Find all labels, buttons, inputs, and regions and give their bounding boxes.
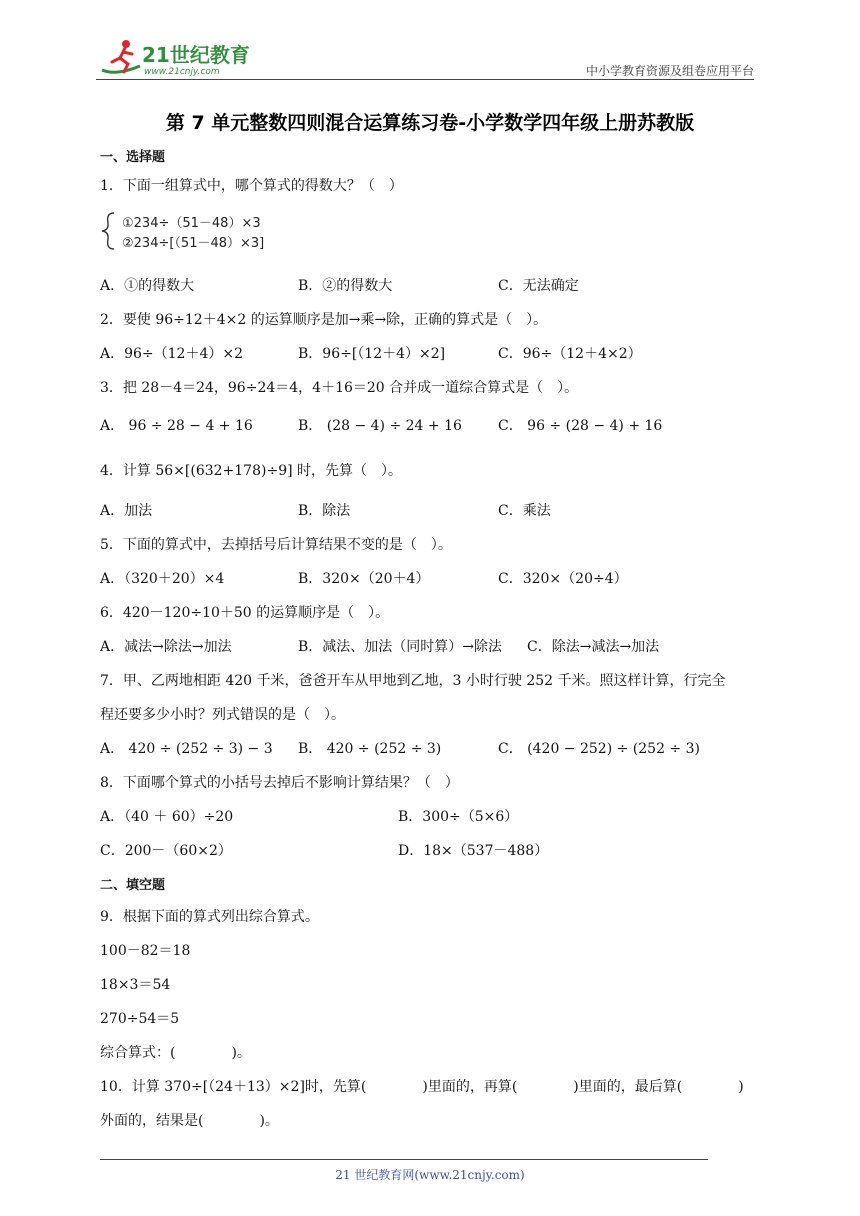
question-8-option-c: C．200－（60×2） xyxy=(100,843,232,859)
question-7-stem-line-1: 7．甲、乙两地相距 420 千米，爸爸开车从甲地到乙地，3 小时行驶 252 千米。照这样计算，行完全 xyxy=(100,673,726,689)
question-6-stem: 6．420－120÷10＋50 的运算顺序是（ ）。 xyxy=(100,605,390,621)
question-7-option-a: A． 420 ÷ (252 ÷ 3) − 3 xyxy=(100,741,273,757)
question-9-answer-blank: 综合算式：( )。 xyxy=(100,1045,251,1061)
section-heading-fill: 二、填空题 xyxy=(100,878,166,893)
question-10-line-1: 10．计算 370÷[（24＋13）×2]时，先算( )里面的，再算( )里面的，最后算( ) xyxy=(100,1079,744,1095)
question-9-stem: 9．根据下面的算式列出综合算式。 xyxy=(100,909,319,925)
question-4-stem: 4．计算 56×[(632+178)÷9] 时，先算（ ）。 xyxy=(100,463,403,479)
question-9-equation-2: 18×3＝54 xyxy=(100,977,171,993)
question-1-stem: 1．下面一组算式中，哪个算式的得数大？（ ） xyxy=(100,178,403,194)
question-5-option-a: A．（320＋20）×4 xyxy=(100,571,225,587)
left-brace-icon xyxy=(100,211,120,251)
question-8-option-b: B．300÷（5×6） xyxy=(398,809,519,825)
footer-link[interactable]: 21 世纪教育网(www.21cnjy.com) xyxy=(335,1168,525,1182)
question-3-option-c: C． 96 ÷ (28 − 4) + 16 xyxy=(498,418,663,434)
platform-label: 中小学教育资源及组卷应用平台 xyxy=(585,64,754,78)
question-9-equation-1: 100－82＝18 xyxy=(100,943,191,959)
question-8-option-a: A．（40 ＋ 60）÷20 xyxy=(100,809,234,825)
question-6-option-c: C．除法→减法→加法 xyxy=(527,639,660,655)
question-9-equation-3: 270÷54＝5 xyxy=(100,1011,180,1027)
question-5-stem: 5．下面的算式中，去掉括号后计算结果不变的是（ ）。 xyxy=(100,537,452,553)
question-2-stem: 2．要使 96÷12＋4×2 的运算顺序是加→乘→除，正确的算式是（ ）。 xyxy=(100,312,548,328)
question-2-option-c: C．96÷（12＋4×2） xyxy=(498,346,642,362)
question-3-option-b: B． (28 − 4) ÷ 24 + 16 xyxy=(298,418,462,434)
question-4-option-b: B．除法 xyxy=(298,503,351,519)
question-7-stem-line-2: 程还要多少小时？列式错误的是（ ）。 xyxy=(100,707,345,723)
header-divider xyxy=(96,79,754,80)
question-7-option-b: B． 420 ÷ (252 ÷ 3) xyxy=(298,741,442,757)
question-4-option-c: C．乘法 xyxy=(498,503,551,519)
question-4-option-a: A．加法 xyxy=(100,503,153,519)
runner-icon xyxy=(96,36,266,80)
question-1-expression-1: ①234÷（51－48）×3 xyxy=(122,216,261,231)
question-3-stem: 3．把 28－4＝24，96÷24＝4，4＋16＝20 合并成一道综合算式是（ ）。 xyxy=(100,380,579,396)
question-3-option-a: A． 96 ÷ 28 − 4 + 16 xyxy=(100,418,253,434)
section-heading-choice: 一、选择题 xyxy=(100,150,166,165)
question-8-option-d: D．18×（537－488） xyxy=(398,843,549,859)
question-2-option-b: B．96÷[（12＋4）×2] xyxy=(298,346,446,362)
question-10-line-2: 外面的，结果是( )。 xyxy=(100,1113,279,1129)
question-6-option-b: B．减法、加法（同时算）→除法 xyxy=(298,639,503,655)
question-8-stem: 8．下面哪个算式的小括号去掉后不影响计算结果？（ ） xyxy=(100,775,459,791)
question-7-option-c: C． (420 − 252) ÷ (252 ÷ 3) xyxy=(498,741,700,757)
brand-url-text: www.21cnjy.com xyxy=(144,67,220,77)
question-1-expressions xyxy=(100,211,300,251)
footer-divider xyxy=(100,1159,708,1160)
page-title: 第 7 单元整数四则混合运算练习卷-小学数学四年级上册苏教版 xyxy=(165,112,695,134)
brand-logo xyxy=(96,36,266,80)
question-1-expression-2: ②234÷[（51－48）×3] xyxy=(122,236,265,251)
question-6-option-a: A．减法→除法→加法 xyxy=(100,639,232,655)
question-5-option-b: B．320×（20＋4） xyxy=(298,571,430,587)
question-1-option-a: A．①的得数大 xyxy=(100,278,195,294)
question-2-option-a: A．96÷（12＋4）×2 xyxy=(100,346,244,362)
question-1-option-c: C．无法确定 xyxy=(498,278,579,294)
question-5-option-c: C．320×（20÷4） xyxy=(498,571,628,587)
brand-main-text: 21世纪教育 xyxy=(142,43,250,67)
question-1-option-b: B．②的得数大 xyxy=(298,278,393,294)
